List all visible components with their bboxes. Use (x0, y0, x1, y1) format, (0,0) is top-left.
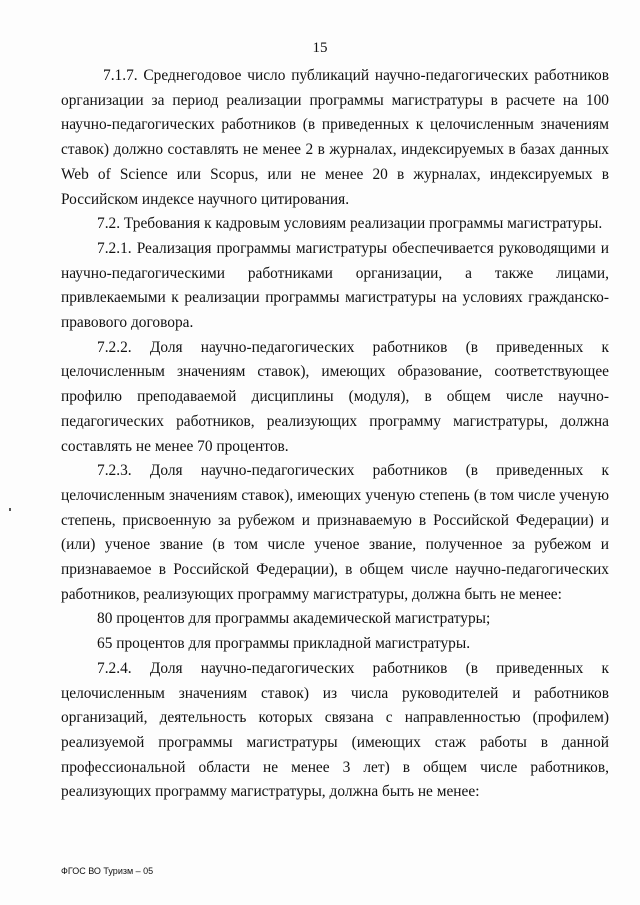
scan-artifact (9, 508, 11, 511)
paragraph-7-2-3: 7.2.3. Доля научно-педагогических работников (в приведенных к целочисленным значениям ставок), имеющих ученую степень (в том числе ученую степень, присвоенную за рубежом и признаваемую в Российской Федерации) и (или) ученое звание (в том числе ученое звание, полученное за рубежом и признаваемое в Российской Федерации), в общем числе научно-педагогических работников, реализующих программу магистратуры, должна быть не менее: (61, 462, 609, 603)
page-footer: ФГОС ВО Туризм – 05 (61, 866, 154, 876)
paragraph-7-2-heading: 7.2. Требования к кадровым условиям реализации программы магистратуры. (97, 215, 603, 233)
list-item-academic: 80 процентов для программы академической магистратуры; (97, 610, 491, 628)
list-item-applied: 65 процентов для программы прикладной магистратуры. (97, 635, 471, 653)
paragraph-7-2-2: 7.2.2. Доля научно-педагогических работников (в приведенных к целочисленным значениям ставок), имеющих образование, соответствующее профилю преподаваемой дисциплины (модуля), в общем числе научно-педагогических работников, реализующих программу магистратуры, должна составлять не менее 70 процентов. (61, 338, 609, 455)
document-body (61, 64, 609, 805)
paragraph-7-2-4: 7.2.4. Доля научно-педагогических работников (в приведенных к целочисленным значениям ставок) из числа руководителей и работников организаций, деятельность которых связана с направленностью (профилем) реализуемой программы магистратуры (имеющих стаж работы в данной профессиональной области не менее 3 лет) в общем числе работников, реализующих программу магистратуры, должна быть не менее: (61, 659, 609, 801)
paragraph-7-2-1: 7.2.1. Реализация программы магистратуры обеспечивается руководящими и научно-педагогическими работниками организации, а также лицами, привлекаемыми к реализации программы магистратуры на условиях гражданско-правового договора. (61, 239, 609, 332)
page-number: 15 (312, 40, 328, 56)
paragraph-7-1-7: 7.1.7. Среднегодовое число публикаций научно-педагогических работников организации за период реализации программы магистратуры в расчете на 100 научно-педагогических работников (в приведенных к целочисленным значениям ставок) должно составлять не менее 2 в журналах, индексируемых в базах данных Web of Science или Scopus, или не менее 20 в журналах, индексируемых в Российском индексе научного цитирования. (61, 67, 609, 208)
